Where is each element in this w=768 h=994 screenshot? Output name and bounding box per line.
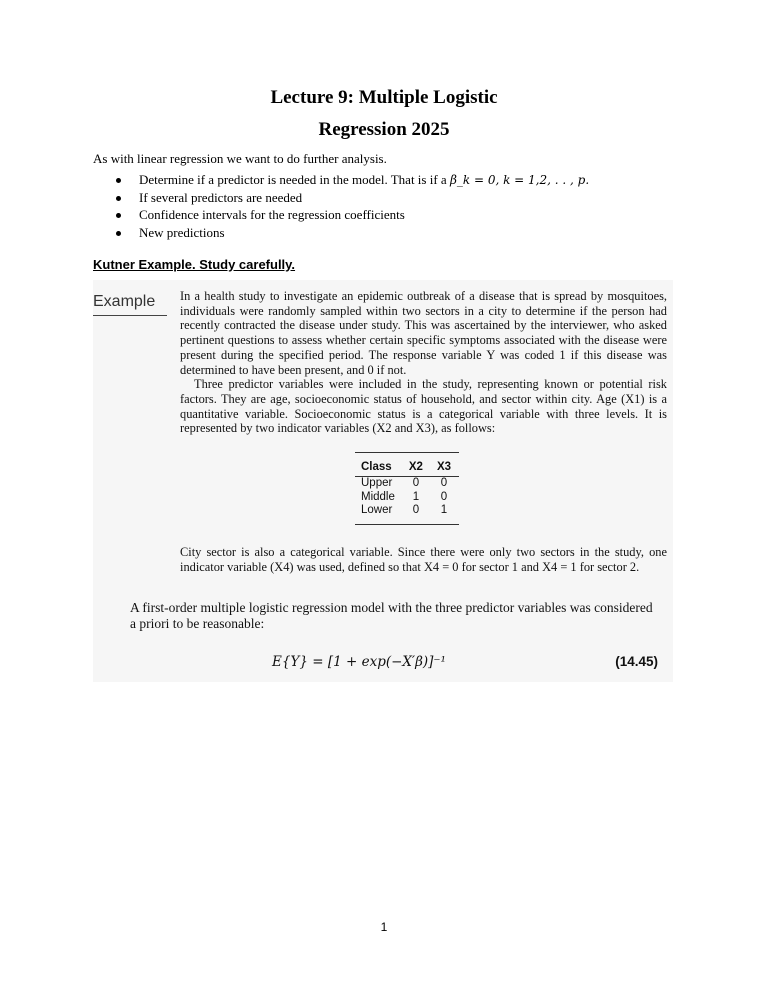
table-cell: Upper [361,477,393,489]
table-cell: Lower [361,504,393,516]
table-cell: 0 [440,490,448,503]
bullet-item: Determine if a predictor is needed in the model. That is if a β_k = 0, k = 1,2, . . , p. [93,171,589,189]
example-underline [93,315,167,316]
bullet-item: New predictions [93,224,589,242]
example-paragraph-3: City sector is also a categorical variable. Since there were only two sectors in the study, one indicator variable (X4) was used, defined so that X4 = 0 for sector 1 and X4 = 1 for sector 2. [180,545,667,574]
example-label: Example [93,293,156,310]
table-cell: 0 [412,477,420,489]
bullet-dot-icon [116,196,121,201]
beta-condition: β_k = 0, k = 1,2, . . , p. [449,173,590,187]
page-title-line-2: Regression 2025 [318,119,450,140]
section-subheading: Kutner Example. Study carefully. [93,257,296,272]
table-header: X2 [403,453,431,477]
table-header-row [355,453,459,477]
table-cell: 0 [412,504,420,516]
table-header: Class [355,453,403,477]
example-paragraph-4: A first-order multiple logistic regression model with the three predictor variables was considered a priori to be reasonable: [130,600,653,631]
table-row [355,504,459,524]
example-text [180,289,667,436]
bullet-item: If several predictors are needed [93,189,589,207]
table-row [355,477,459,491]
example-paragraph-2: Three predictor variables were included in the study, representing known or potential risk factors. They are age, socioeconomic status of household, and sector within city. Age (X1) is a quantitative variable. Socioeconomic status is a categorical variable with three levels. It is represented by two indicator variables (X2 and X3), as follows: [180,377,667,436]
table-cell: 1 [412,490,420,503]
bullet-item: Confidence intervals for the regression coefficients [93,206,589,224]
table-row [355,491,459,505]
page-title-line-1: Lecture 9: Multiple Logistic [270,87,498,108]
bullet-dot-icon [116,213,121,218]
table-cell: 1 [440,504,448,516]
equation-number: (14.45) [615,654,658,669]
table-cell: Middle [361,490,395,503]
equation-text: E{Y} = [1 + exp(−X′β)]⁻¹ [272,654,446,670]
model-equation [272,654,658,670]
scanned-textbook-excerpt [93,280,673,682]
bullet-dot-icon [116,178,121,183]
indicator-table [355,452,459,525]
intro-paragraph: As with linear regression we want to do further analysis. [93,151,387,166]
bullet-list [93,171,589,241]
table-header: X3 [431,453,459,477]
example-paragraph-1: In a health study to investigate an epidemic outbreak of a disease that is spread by mosquitoes, individuals were randomly sampled within two sectors in a city to determine if the person had recently contracted the disease under study. This was ascertained by the interviewer, who asked pertinent questions to assess whether certain specific symptoms associated with the disease were present during the specified period. The response variable Y was coded 1 if this disease was determined to have been present, and 0 if not. [180,289,667,377]
table-cell: 0 [440,477,448,489]
page-number: 1 [380,920,388,934]
bullet-dot-icon [116,231,121,236]
